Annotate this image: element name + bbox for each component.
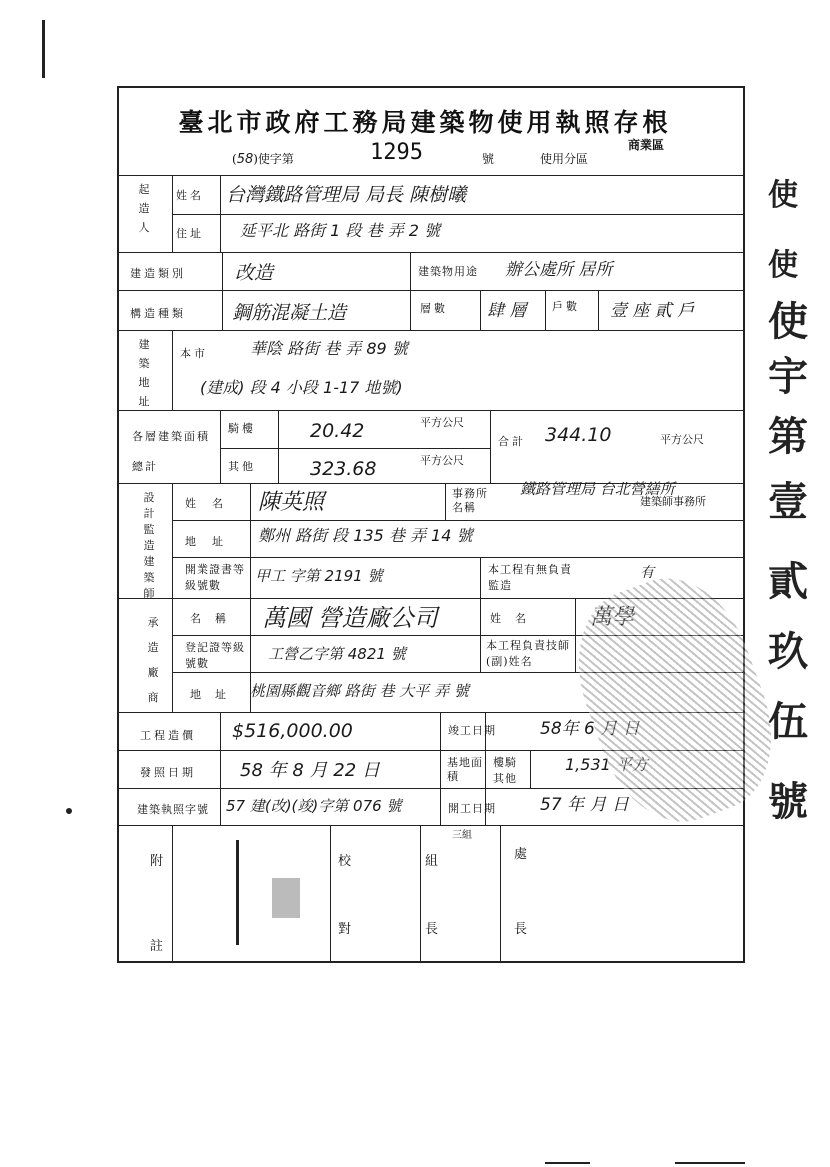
zone-label: 使用分區: [540, 152, 589, 166]
scan-line-bottom-1: [545, 1162, 590, 1164]
check-label: 校: [338, 854, 355, 869]
supervise-label: 本工程有無負責監造: [488, 563, 572, 592]
total-label: 合計: [498, 435, 526, 448]
struct-label: 構造種類: [130, 307, 186, 320]
permit-number: 1295: [370, 140, 423, 165]
applicant-group-label: 起造人: [138, 183, 150, 234]
use-label: 建築物用途: [418, 265, 478, 278]
category-label: 建造類別: [130, 267, 186, 280]
units-label: 戶數: [552, 300, 580, 313]
contractor-name-label: 名稱: [190, 612, 240, 625]
person-value: 萬學: [590, 605, 635, 630]
office-suffix: 建築師事務所: [640, 495, 706, 508]
group-bottom: 長: [425, 922, 442, 937]
start-label: 開工日期: [448, 802, 496, 815]
contractor-group-label: 承造廠商: [147, 616, 159, 704]
cost-value: $516,000.00: [232, 720, 353, 742]
location-lot: (建成) 段 4 小段 1-17 地號): [200, 378, 403, 397]
office-value: 鐵路管理局 台北營繕所: [520, 480, 675, 498]
issue-label: 發照日期: [140, 766, 196, 779]
form-title: 臺北市政府工務局建築物使用執照存根: [178, 108, 672, 137]
issue-value: 58 年 8 月 22 日: [240, 760, 380, 781]
person-label: 姓名: [490, 612, 540, 625]
arcade-value: 20.42: [310, 420, 365, 442]
applicant-name-label: 姓名: [176, 189, 204, 202]
done-label: 竣工日期: [448, 724, 496, 737]
architect-name-label: 姓名: [185, 497, 239, 510]
cert-value: 甲工 字第 2191 號: [255, 567, 383, 585]
permit-value: 57 建(改)(竣)字第 076 號: [226, 797, 402, 815]
floors-value: 肆 層: [487, 301, 527, 321]
contractor-name-value: 萬國 營造廠公司: [262, 604, 438, 632]
dept-bottom: 長: [514, 922, 531, 937]
tech-label: 本工程負責技師(副)姓名: [486, 639, 570, 668]
floors-label: 層數: [420, 302, 448, 315]
supervise-value: 有: [640, 565, 654, 581]
notes-label-bottom: 註: [150, 939, 167, 954]
permit-label: 建築執照字號: [137, 803, 209, 816]
other-value: 323.68: [310, 458, 377, 480]
area-unit-2: 平方公尺: [420, 454, 464, 467]
land-value: 1,531 平方: [565, 755, 648, 774]
notes-label-top: 附: [150, 854, 167, 869]
struct-value: 鋼筋混凝土造: [232, 302, 347, 324]
office-label: 事務所名稱: [452, 487, 488, 514]
notes-stamp-text: 三組: [452, 830, 472, 841]
total-value: 344.10: [545, 424, 612, 446]
notes-mark: [236, 840, 239, 945]
location-group-label: 建築地址: [138, 338, 150, 408]
check-bottom: 對: [338, 922, 355, 937]
use-value: 辦公處所 居所: [505, 260, 613, 280]
area-unit-total: 平方公尺: [660, 433, 704, 446]
header-prefix: (58)使字第: [232, 152, 294, 167]
land-sub1: 樓騎: [493, 756, 517, 769]
architect-group-label: 設計監造建築師: [143, 491, 155, 600]
land-label: 基地面積: [447, 756, 483, 783]
location-street: 華陰 路街 巷 弄 89 號: [250, 339, 408, 358]
reg-label: 登記證等級號數: [185, 641, 245, 670]
architect-addr-value: 鄭州 路街 段 135 巷 弄 14 號: [258, 526, 473, 545]
scan-line-bottom-2: [675, 1162, 745, 1164]
applicant-addr-label: 住址: [176, 227, 204, 240]
cost-label: 工程造價: [140, 729, 196, 742]
start-value: 57 年 月 日: [540, 795, 629, 815]
arcade-label: 騎樓: [228, 422, 256, 435]
gray-block: [272, 878, 300, 918]
dept-label: 處: [514, 847, 531, 862]
applicant-addr-value: 延平北 路街 1 段 巷 弄 2 號: [240, 221, 440, 240]
architect-addr-label: 地址: [185, 535, 239, 548]
units-value: 壹 座 貳 戶: [610, 301, 695, 321]
contractor-addr-value: 桃園縣觀音鄉 路街 巷 大平 弄 號: [250, 682, 469, 700]
architect-name-value: 陳英照: [258, 490, 325, 515]
other-label: 其他: [228, 460, 256, 473]
scan-artifact-left: [42, 20, 45, 78]
area-unit-1: 平方公尺: [420, 416, 464, 429]
land-sub2: 其他: [493, 772, 517, 785]
contractor-addr-label: 地址: [190, 688, 240, 701]
location-city: 本市: [180, 347, 208, 360]
applicant-name-value: 台灣鐵路管理局 局長 陳樹曦: [226, 184, 467, 206]
category-value: 改造: [235, 262, 274, 284]
hao-label: 號: [482, 152, 495, 166]
area-group-label: 各層建築面積總計: [132, 430, 210, 473]
cert-label: 開業證書等級號數: [185, 563, 245, 592]
reg-value: 工營乙字第 4821 號: [268, 645, 406, 663]
done-value: 58年 6 月 日: [540, 719, 640, 739]
scan-dot: [66, 808, 72, 814]
group-label: 組: [425, 854, 442, 869]
zone-value: 商業區: [628, 138, 665, 152]
